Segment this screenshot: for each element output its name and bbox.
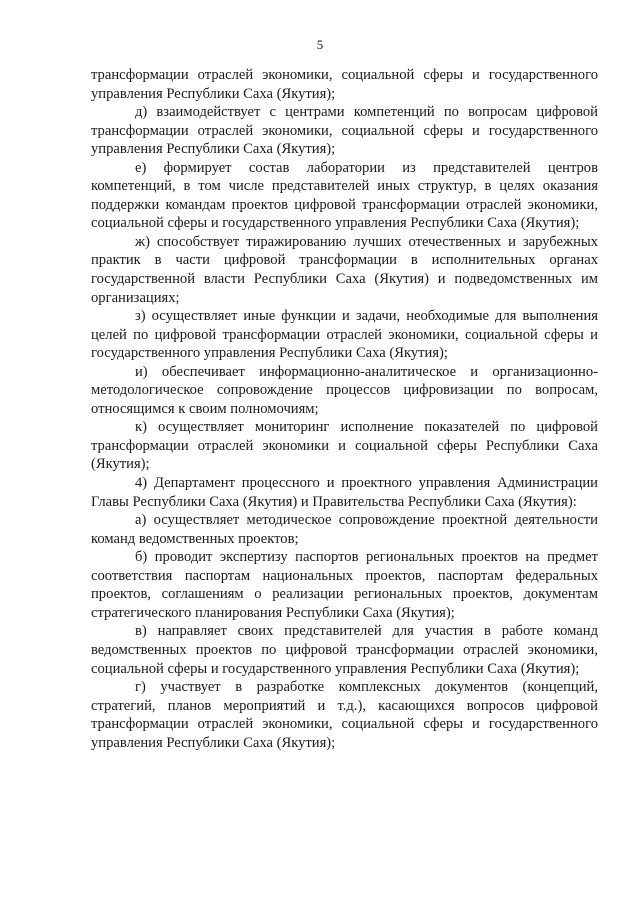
- paragraph: трансформации отраслей экономики, социальной сферы и государственного управления Республики Саха (Якутия);: [91, 67, 598, 102]
- paragraph: ж) способствует тиражированию лучших отечественных и зарубежных практик в части цифровой трансформации в исполнительных органах государственной власти Республики Саха (Якутия) и подведомственных им организациях;: [91, 233, 598, 306]
- page-number: 5: [316, 37, 324, 52]
- paragraph: 4) Департамент процессного и проектного управления Администрации Главы Республики Саха (Якутия) и Правительства Республики Саха (Якутия):: [91, 475, 598, 510]
- paragraph: к) осуществляет мониторинг исполнение показателей по цифровой трансформации отраслей экономики и социальной сферы Республики Саха (Якутия);: [91, 419, 598, 473]
- paragraph: з) осуществляет иные функции и задачи, необходимые для выполнения целей по цифровой трансформации отраслей экономики, социальной сферы и государственного управления Республики Саха (Якутия);: [91, 308, 598, 362]
- paragraph: г) участвует в разработке комплексных документов (концепций, стратегий, планов мероприятий и т.д.), касающихся вопросов цифровой трансформации отраслей экономики, социальной сферы и государственного управления Республики Саха (Якутия);: [91, 679, 598, 751]
- paragraph: б) проводит экспертизу паспортов региональных проектов на предмет соответствия паспортам национальных проектов, паспортам федеральных проектов, соглашениям о реализации региональных проектов, документам стратегического планирования Республики Саха (Якутия);: [91, 549, 598, 621]
- paragraph: и) обеспечивает информационно-аналитическое и организационно-методологическое сопровождение процессов цифровизации по вопросам, относящимся к своим полномочиям;: [91, 363, 598, 417]
- paragraph: а) осуществляет методическое сопровождение проектной деятельности команд ведомственных проектов;: [91, 512, 598, 547]
- paragraph: д) взаимодействует с центрами компетенций по вопросам цифровой трансформации отраслей экономики, социальной сферы и государственного управления Республики Саха (Якутия);: [91, 104, 598, 158]
- paragraph: е) формирует состав лаборатории из представителей центров компетенций, в том числе представителей иных структур, в целях оказания поддержки командам проектов цифровой трансформации отраслей экономики, социальной сферы и государственного управления Республики Саха (Якутия);: [91, 159, 598, 232]
- document-body: [91, 66, 598, 752]
- paragraph: в) направляет своих представителей для участия в работе команд ведомственных проектов по цифровой трансформации отраслей экономики, социальной сферы и государственного управления Республики Саха (Якутия);: [91, 623, 598, 677]
